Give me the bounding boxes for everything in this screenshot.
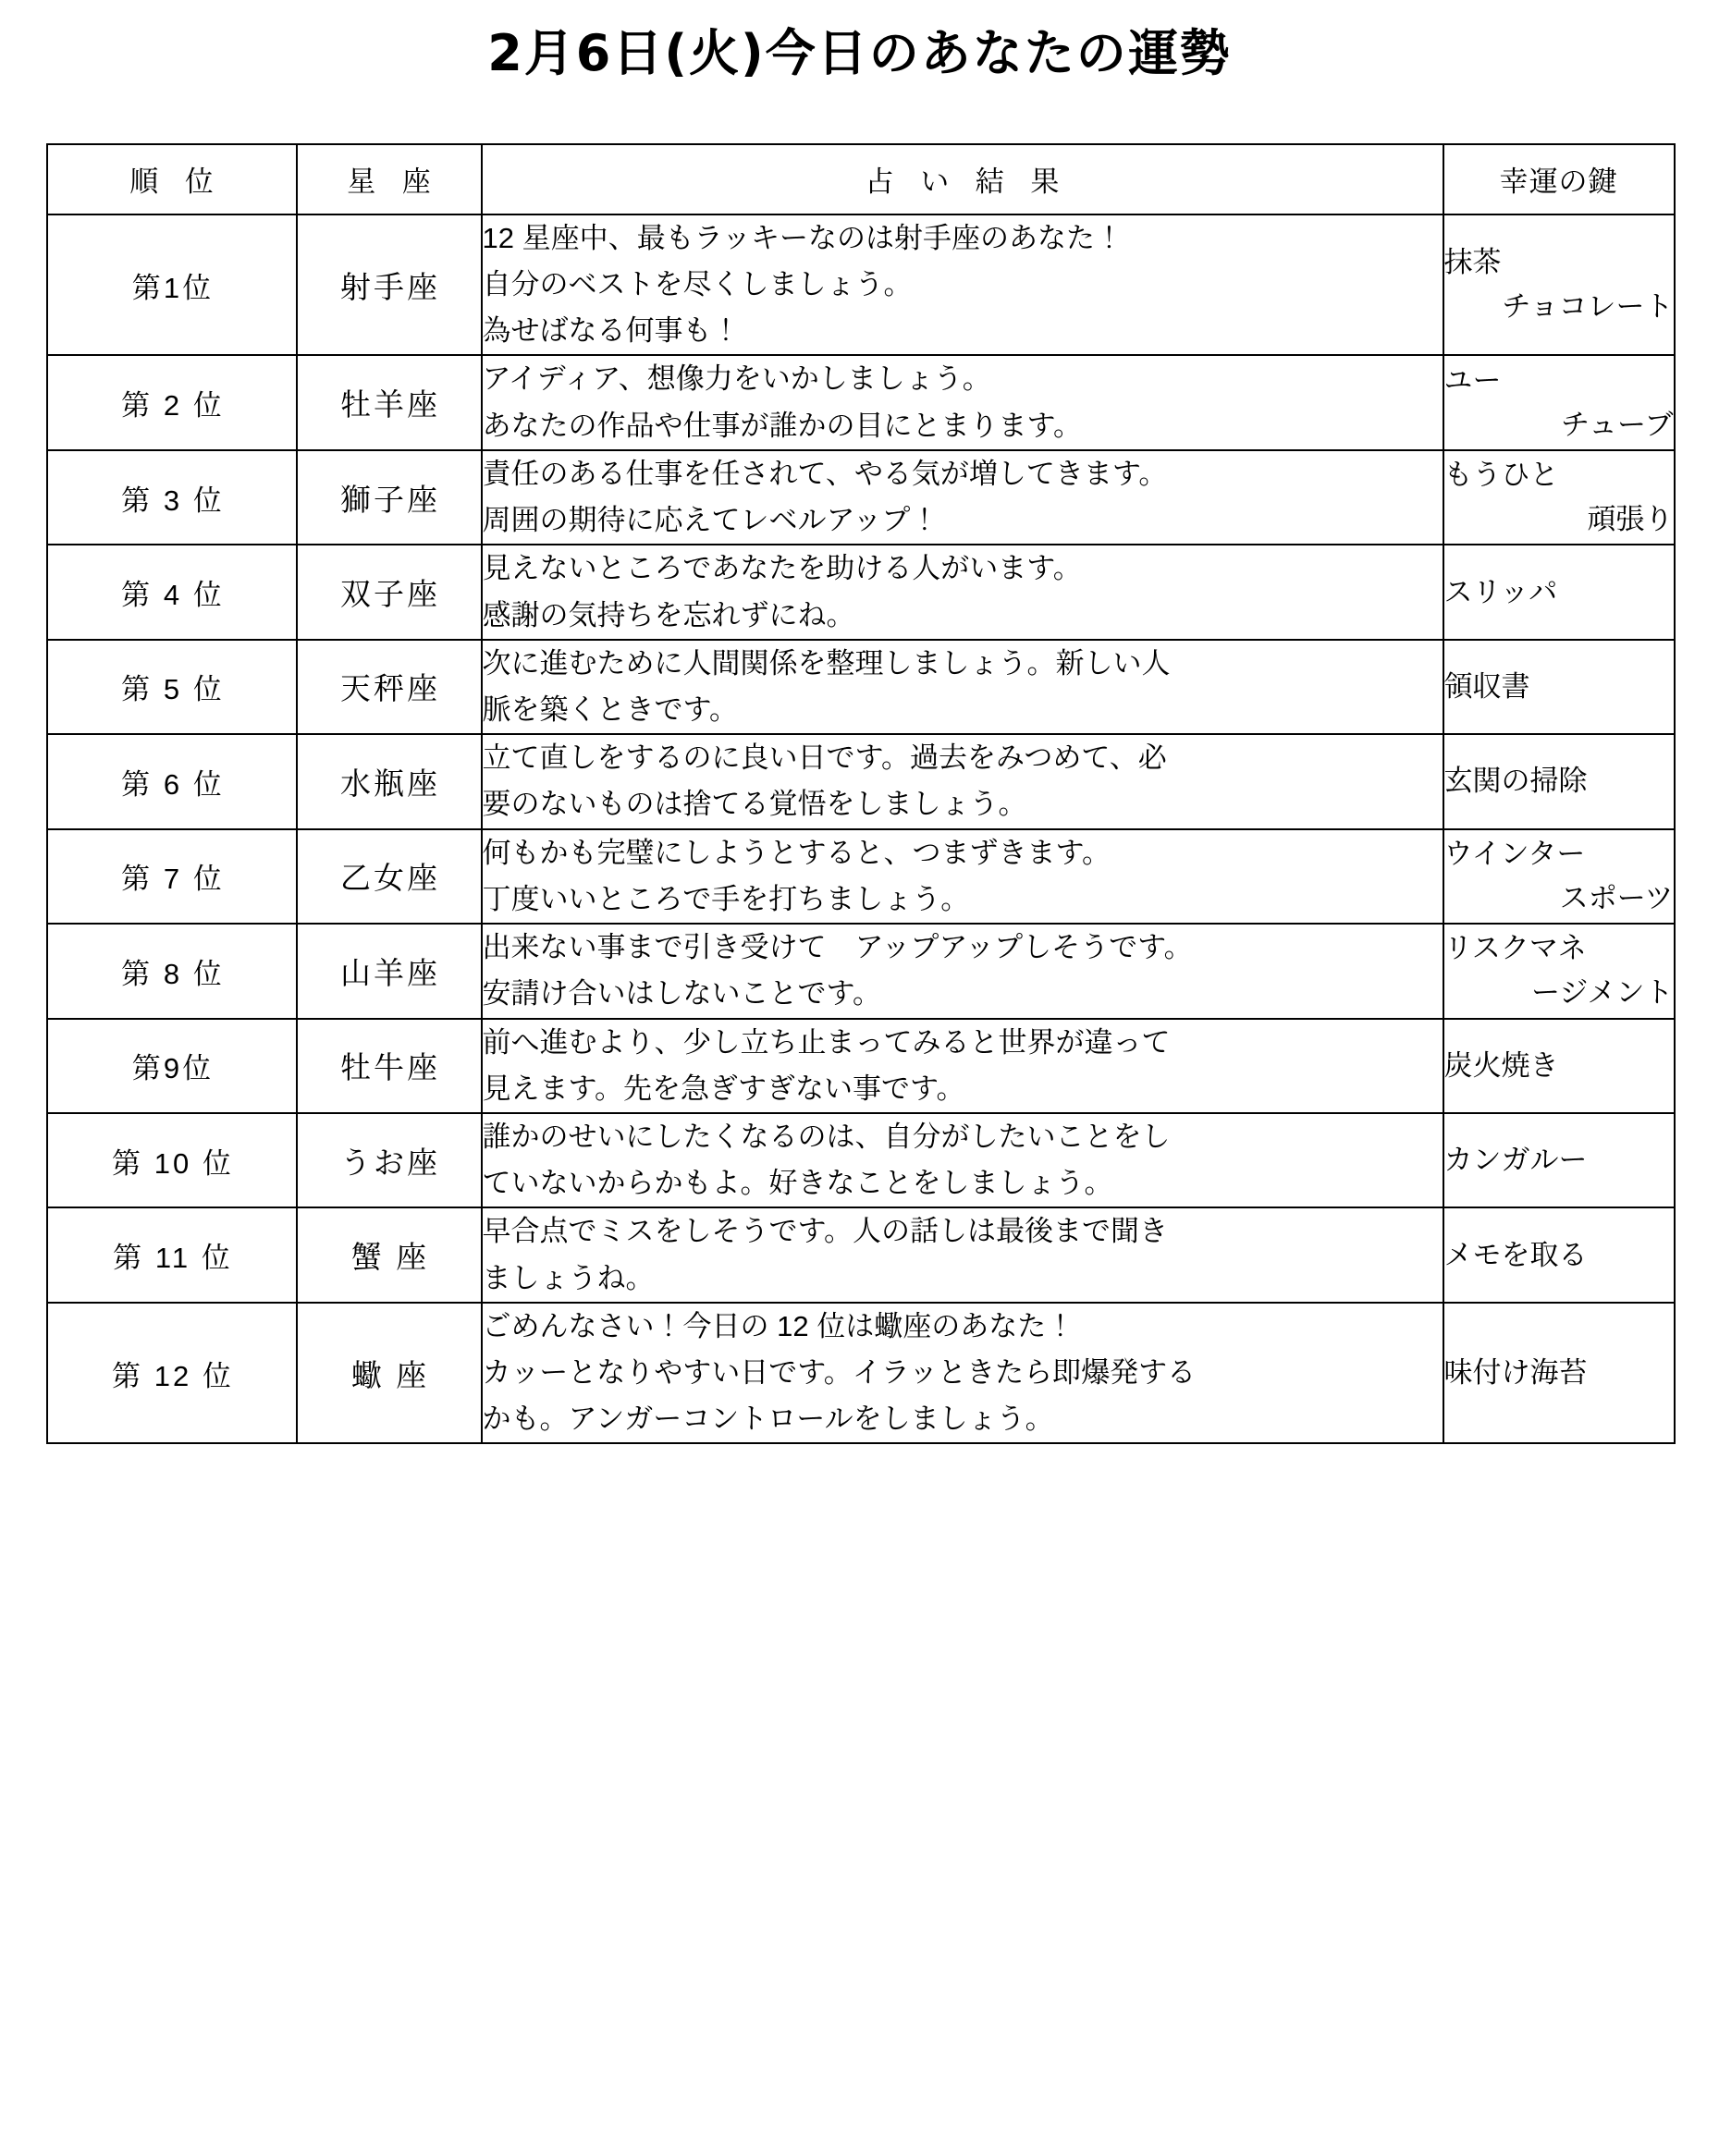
fortune-result-line: 12 星座中、最もラッキーなのは射手座のあなた！: [482, 221, 1123, 254]
column-header-key: 幸運の鍵: [1443, 144, 1675, 214]
fortune-result-line: 自分のベストを尽くしましょう。: [482, 268, 913, 301]
lucky-key-line: 味付け海苔: [1443, 1356, 1588, 1390]
fortune-result-line: ごめんなさい！今日の 12 位は蠍座のあなた！: [482, 1309, 1075, 1342]
rank-cell: 第 10 位: [47, 1113, 297, 1207]
lucky-key-cell: [1443, 1113, 1675, 1207]
lucky-key-line: 頑張り: [1587, 503, 1674, 536]
fortune-result-line: 脈を築くときです。: [482, 692, 739, 726]
table-row: [47, 734, 1675, 828]
lucky-key-cell: [1443, 214, 1675, 356]
fortune-result-cell: [482, 450, 1443, 545]
rank-cell: 第 8 位: [47, 924, 297, 1018]
rank-cell: 第 6 位: [47, 734, 297, 828]
fortune-result-cell: [482, 829, 1443, 924]
lucky-key-line: 抹茶: [1443, 246, 1502, 279]
rank-cell: 第 2 位: [47, 355, 297, 449]
fortune-result-line: 為せばなる何事も！: [482, 314, 741, 348]
zodiac-sign-cell: 双子座: [297, 545, 482, 639]
table-row: [47, 1207, 1675, 1302]
lucky-key-line: メモを取る: [1443, 1238, 1588, 1271]
lucky-key-cell: [1443, 450, 1675, 545]
fortune-table: [46, 143, 1676, 1445]
table-row: [47, 450, 1675, 545]
fortune-result-line: カッーとなりやすい日です。イラッときたら即爆発する: [482, 1356, 1197, 1390]
rank-cell: 第9位: [47, 1019, 297, 1113]
fortune-result-cell: [482, 1113, 1443, 1207]
rank-cell: 第 12 位: [47, 1303, 297, 1444]
fortune-result-line: 立て直しをするのに良い日です。過去をみつめて、必: [482, 741, 1167, 775]
lucky-key-cell: [1443, 1303, 1675, 1444]
fortune-result-line: かも。アンガーコントロールをしましょう。: [482, 1403, 1054, 1436]
zodiac-sign-cell: うお座: [297, 1113, 482, 1207]
zodiac-sign-cell: 天秤座: [297, 640, 482, 734]
lucky-key-line: もうひと: [1443, 459, 1559, 492]
zodiac-sign-cell: 蠍 座: [297, 1303, 482, 1444]
lucky-key-line: ージメント: [1531, 976, 1674, 1010]
fortune-result-cell: [482, 355, 1443, 449]
rank-cell: 第1位: [47, 214, 297, 356]
fortune-result-cell: [482, 545, 1443, 639]
fortune-result-cell: [482, 734, 1443, 828]
table-row: [47, 1019, 1675, 1113]
table-row: [47, 545, 1675, 639]
zodiac-sign-cell: 山羊座: [297, 924, 482, 1018]
fortune-result-line: あなたの作品や仕事が誰かの目にとまります。: [482, 409, 1083, 442]
lucky-key-cell: [1443, 545, 1675, 639]
table-row: [47, 1113, 1675, 1207]
fortune-result-line: 感謝の気持ちを忘れずにね。: [482, 598, 855, 631]
rank-cell: 第 7 位: [47, 829, 297, 924]
fortune-result-cell: [482, 640, 1443, 734]
lucky-key-cell: [1443, 924, 1675, 1018]
table-row: [47, 924, 1675, 1018]
fortune-result-line: 次に進むために人間関係を整理しましょう。新しい人: [482, 646, 1171, 680]
lucky-key-cell: [1443, 829, 1675, 924]
lucky-key-line: ユー: [1443, 363, 1502, 397]
rank-cell: 第 5 位: [47, 640, 297, 734]
fortune-result-line: 早合点でミスをしそうです。人の話しは最後まで聞き: [482, 1215, 1169, 1248]
fortune-table-container: [46, 143, 1674, 1445]
fortune-result-line: 周囲の期待に応えてレベルアップ！: [482, 504, 939, 537]
page-title: 2月6日(火)今日のあなたの運勢: [487, 24, 1232, 82]
zodiac-sign-cell: 水瓶座: [297, 734, 482, 828]
rank-cell: 第 11 位: [47, 1207, 297, 1302]
table-body: [47, 214, 1675, 1444]
lucky-key-line: リスクマネ: [1443, 932, 1587, 965]
lucky-key-line: チョコレート: [1502, 290, 1674, 324]
fortune-result-cell: [482, 924, 1443, 1018]
fortune-result-cell: [482, 1019, 1443, 1113]
fortune-result-line: 何もかも完璧にしようとすると、つまずきます。: [482, 836, 1111, 869]
zodiac-sign-cell: 牡羊座: [297, 355, 482, 449]
lucky-key-line: 領収書: [1443, 669, 1530, 703]
fortune-result-line: ましょうね。: [482, 1261, 655, 1294]
fortune-result-line: 安請け合いはしないことです。: [482, 977, 882, 1011]
zodiac-sign-cell: 獅子座: [297, 450, 482, 545]
column-header-result: 占 い 結 果: [482, 144, 1443, 214]
lucky-key-line: チューブ: [1560, 408, 1674, 441]
fortune-result-line: 前へ進むより、少し立ち止まってみると世界が違って: [482, 1025, 1171, 1059]
table-row: [47, 214, 1675, 356]
table-header-row: [47, 144, 1675, 214]
rank-cell: 第 3 位: [47, 450, 297, 545]
column-header-rank: 順 位: [47, 144, 297, 214]
fortune-result-line: 要のないものは捨てる覚悟をしましょう。: [482, 788, 1027, 821]
zodiac-sign-cell: 牡牛座: [297, 1019, 482, 1113]
lucky-key-line: 玄関の掃除: [1443, 765, 1588, 798]
zodiac-sign-cell: 蟹 座: [297, 1207, 482, 1302]
fortune-result-cell: [482, 1207, 1443, 1302]
table-row: [47, 829, 1675, 924]
fortune-result-line: 誰かのせいにしたくなるのは、自分がしたいことをし: [482, 1120, 1171, 1153]
lucky-key-cell: [1443, 1207, 1675, 1302]
fortune-result-cell: [482, 1303, 1443, 1444]
table-row: [47, 640, 1675, 734]
fortune-result-line: 見えないところであなたを助ける人がいます。: [482, 552, 1082, 585]
table-row: [47, 355, 1675, 449]
fortune-result-line: 丁度いいところで手を打ちましょう。: [482, 882, 970, 915]
lucky-key-cell: [1443, 734, 1675, 828]
lucky-key-cell: [1443, 1019, 1675, 1113]
rank-cell: 第 4 位: [47, 545, 297, 639]
lucky-key-line: 炭火焼き: [1443, 1048, 1559, 1082]
fortune-result-line: 責任のある仕事を任されて、やる気が増してきます。: [482, 457, 1168, 490]
table-row: [47, 1303, 1675, 1444]
lucky-key-line: スポーツ: [1559, 881, 1674, 914]
fortune-result-line: 出来ない事まで引き受けて アップアップしそうです。: [482, 931, 1193, 964]
column-header-sign: 星 座: [297, 144, 482, 214]
lucky-key-line: スリッパ: [1443, 575, 1558, 608]
document-page: [0, 24, 1719, 1444]
lucky-key-line: カンガルー: [1443, 1144, 1588, 1177]
zodiac-sign-cell: 射手座: [297, 214, 482, 356]
fortune-result-line: アイディア、想像力をいかしましょう。: [482, 362, 991, 396]
lucky-key-cell: [1443, 355, 1675, 449]
table-header: [47, 144, 1675, 214]
fortune-result-cell: [482, 214, 1443, 356]
lucky-key-cell: [1443, 640, 1675, 734]
fortune-result-line: 見えます。先を急ぎすぎない事です。: [482, 1072, 965, 1105]
fortune-result-line: ていないからかもよ。好きなことをしましょう。: [482, 1167, 1113, 1200]
zodiac-sign-cell: 乙女座: [297, 829, 482, 924]
lucky-key-line: ウインター: [1443, 837, 1586, 870]
